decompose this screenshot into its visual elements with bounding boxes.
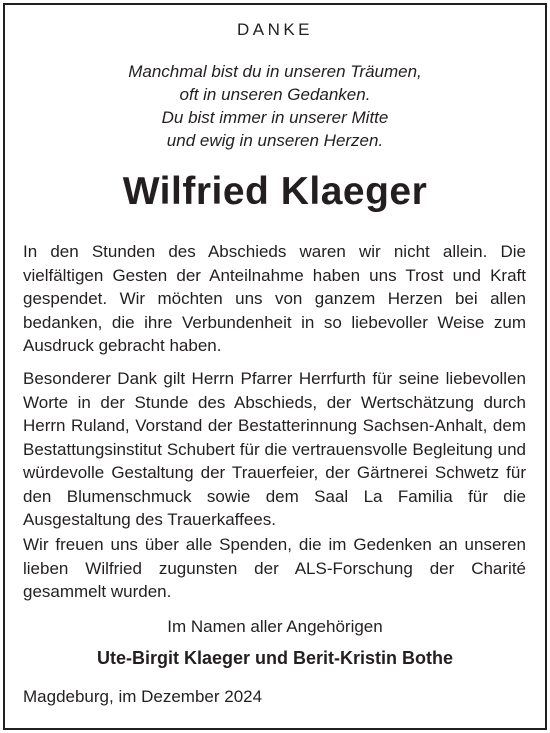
poem-line: Du bist immer in unserer Mitte: [161, 108, 389, 127]
thanks-paragraph-1: In den Stunden des Abschieds waren wir nicht allein. Die vielfältigen Gesten der Anteilnahme haben uns Trost und Kraft gespendet. Wir möchten uns von ganzem Herzen bei allen bedanken, die ihre Verbundenheit in so liebevoller Weise zum Ausdruck gebracht haben.: [23, 242, 526, 355]
place-and-date: Magdeburg, im Dezember 2024: [23, 687, 263, 706]
thanks-paragraph-3: Wir freuen uns über alle Spenden, die im Gedenken an unseren lieben Wilfried zugunsten der ALS-Forschung der Charité gesammelt wurden.: [23, 535, 526, 601]
poem-line: oft in unseren Gedanken.: [179, 85, 371, 104]
deceased-name: Wilfried Klaeger: [122, 170, 428, 213]
poem-line: und ewig in unseren Herzen.: [166, 131, 384, 150]
on-behalf-line: Im Namen aller Angehörigen: [167, 617, 383, 636]
thanks-paragraph-2: Besonderer Dank gilt Herrn Pfarrer Herrfurth für seine liebevollen Worte in der Stunde des Abschieds, der Wertschätzung durch Herrn Ruland, Vorstand der Bestatterinnung Sachsen-Anhalt, dem Bestattungsinstitut Schubert für die vertrauensvolle Begleitung und würdevolle Gestaltung der Trauerfeier, der Gärtnerei Schwetz für den Blumenschmuck sowie dem Saal La Familia für die Ausgestaltung des Trauerkaffees.: [23, 369, 526, 529]
poem-line: Manchmal bist du in unseren Träumen,: [128, 62, 422, 81]
signers: Ute-Birgit Klaeger und Berit-Kristin Bothe: [96, 648, 454, 668]
memorial-poem: [0, 60, 550, 152]
notice-heading: DANKE: [236, 20, 314, 39]
